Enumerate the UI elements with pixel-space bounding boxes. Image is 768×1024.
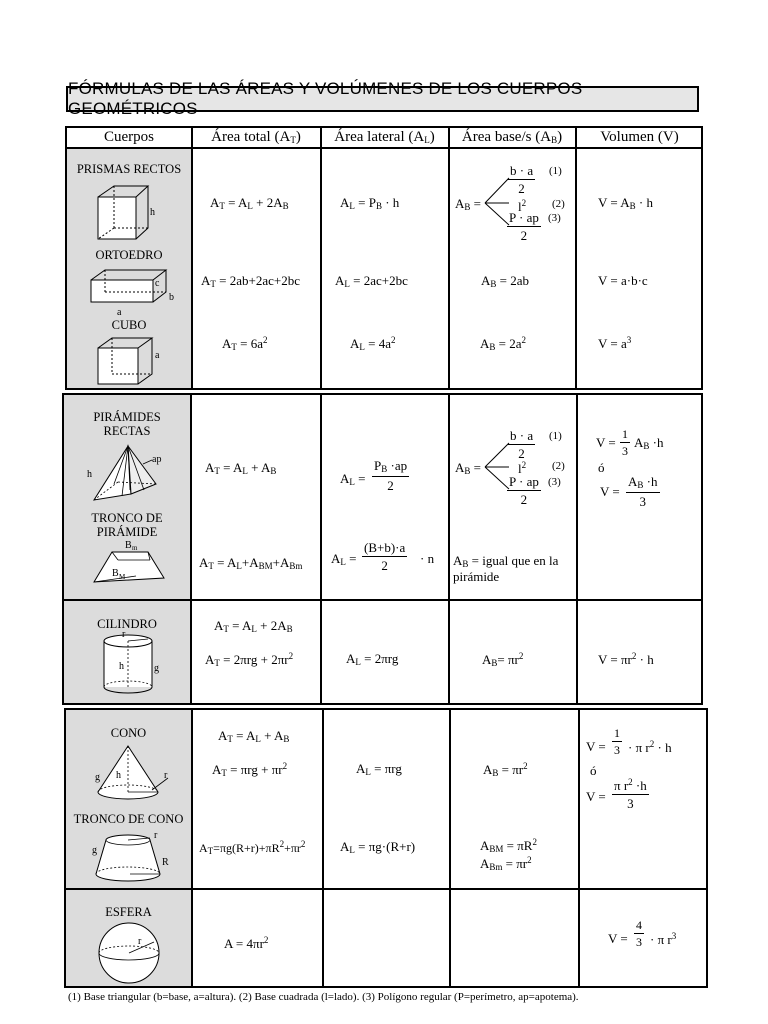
header-cuerpos: Cuerpos [104, 129, 154, 145]
piramide-volumen-1-label: V = [596, 435, 616, 450]
piramide-area-total: AT = AL + AB [205, 460, 277, 476]
piramide-base-label: AB = [455, 460, 481, 476]
svg-text:c: c [155, 278, 160, 289]
tronco-cono-area-base-1: ABM = $\pi R^2$ [480, 837, 537, 854]
note-2b: (2) [552, 460, 565, 472]
piramide-volumen-1-frac: $\frac{1}{3}$ [622, 427, 628, 458]
svg-text:h: h [150, 207, 155, 218]
cono-area-base: AB = $\pi r^2$ [483, 761, 528, 778]
header-volumen: Volumen (V) [600, 129, 679, 145]
svg-text:h: h [116, 770, 121, 781]
piramide-area-lateral-frac: $\frac{PB \cdot ap}{2}$ [374, 458, 408, 493]
label-tronco-piramide: TRONCO DE PIRÁMIDE [91, 511, 163, 540]
esfera-area: $A = 4\pi r^2$ [224, 935, 269, 951]
cubo-area-lateral: AL = $4a^2$ [350, 335, 396, 352]
svg-text:r: r [154, 830, 158, 841]
tronco-cono-area-total: $AT=\pi g(R+r)+\pi R^2+\pi r^2$ [199, 839, 306, 856]
tronco-piramide-figure [90, 538, 170, 586]
label-cilindro: CILINDRO [97, 617, 157, 631]
tronco-piramide-area-base-1: AB = igual que en la [453, 553, 559, 569]
header-area-lateral: Área lateral (AL) [334, 129, 435, 145]
prism-base-label: AB = [455, 196, 481, 212]
svg-text:r: r [164, 770, 168, 781]
cilindro-volumen: $V = \pi r^2 \cdot h$ [598, 651, 654, 667]
label-prismas-rectos: PRISMAS RECTOS [76, 162, 182, 176]
base-triangular-2: $\frac{b \cdot a}{2}$ [510, 428, 534, 461]
svg-text:B: B [112, 568, 119, 579]
tronco-piramide-area-base-2: pirámide [453, 569, 500, 584]
note-2: (2) [552, 198, 565, 210]
label-esfera: ESFERA [105, 905, 152, 919]
svg-text:M: M [119, 573, 126, 581]
o-word: ó [598, 460, 605, 475]
tronco-piramide-area-lateral-label: AL = [331, 551, 357, 567]
note-3: (3) [548, 212, 561, 224]
ortoedro-volumen: V = a·b·c [598, 273, 648, 288]
note-1b: (1) [549, 430, 562, 442]
cubo-area-base: AB = $2a^2$ [480, 335, 527, 352]
cono-area-lateral: AL = πrg [356, 761, 402, 777]
label-tronco-cono: TRONCO DE CONO [73, 812, 184, 826]
tronco-piramide-area-lateral-n: · n [420, 551, 435, 566]
header-area-total: Área total (AT) [211, 129, 301, 145]
esfera-volumen-rest: · π $r^3$ [650, 931, 677, 947]
page-title: FÓRMULAS DE LAS ÁREAS Y VOLÚMENES DE LOS CUERPOS GEOMÉTRICOS [66, 86, 699, 112]
cubo-volumen: $V = a^3$ [598, 335, 632, 351]
svg-text:b: b [169, 292, 174, 303]
svg-text:m: m [132, 544, 138, 552]
piramide-volumen-2-label: V = [600, 484, 620, 499]
base-cuadrada-2: $l^2$ [518, 460, 527, 476]
svg-text:B: B [125, 540, 132, 551]
svg-text:g: g [92, 845, 97, 856]
ortoedro-area-base: AB = 2ab [481, 273, 530, 289]
ortoedro-area-total: AT = 2ab+2ac+2bc [201, 273, 300, 289]
cono-volumen-1-rest: · π $r^2 \cdot h$ [628, 739, 672, 755]
label-cubo: CUBO [111, 318, 147, 332]
cubo-figure [96, 336, 166, 386]
cubo-area-total: AT = $6a^2$ [222, 335, 268, 352]
svg-text:R: R [162, 857, 169, 868]
base-poligono-2: $\frac{P \cdot ap}{2}$ [509, 474, 539, 507]
cono-area-total-2: AT = $\pi rg + \pi r^2$ [212, 761, 288, 778]
svg-text:a: a [155, 350, 160, 361]
ortoedro-area-lateral: AL = 2ac+2bc [335, 273, 408, 289]
base-cuadrada: $l^2$ [518, 198, 527, 214]
tronco-piramide-area-total: AT = AL+ABM+ABm [199, 555, 303, 571]
svg-text:ap: ap [152, 454, 162, 465]
tronco-cono-figure [90, 826, 180, 888]
prism-figure [94, 183, 154, 243]
cilindro-area-total-1: AT = AL + 2AB [214, 618, 293, 634]
svg-text:g: g [95, 772, 100, 783]
tronco-cono-area-lateral: AL = πg·(R+r) [340, 839, 416, 855]
header-area-base: Área base/s (AB) [461, 129, 563, 145]
svg-text:r: r [122, 629, 126, 640]
svg-text:g: g [154, 663, 159, 674]
piramide-volumen-2-frac: $\frac{AB \cdot h}{3}$ [628, 474, 658, 509]
prism-area-lateral: AL = PB · h [340, 195, 400, 211]
svg-text:r: r [138, 936, 142, 947]
pyramid-figure [86, 444, 176, 506]
svg-text:a: a [117, 307, 122, 318]
prism-area-total: AT = AL + 2AB [210, 195, 289, 211]
tronco-cono-area-base-2: ABm = $\pi r^2$ [480, 855, 532, 872]
ortoedro-figure [88, 268, 178, 318]
svg-text:h: h [119, 661, 124, 672]
piramide-volumen-1-rest: AB ·h [634, 435, 664, 451]
label-cono: CONO [110, 726, 147, 740]
piramide-area-lateral-label: AL = [340, 471, 366, 487]
cilindro-area-total-2: AT = $2\pi rg + 2\pi r^2$ [205, 651, 294, 668]
cono-volumen-2-label: V = [586, 789, 606, 804]
base-poligono: $\frac{P \cdot ap}{2}$ [509, 210, 539, 243]
esfera-figure [96, 920, 162, 986]
base-triangular: $\frac{b \cdot a}{2}$ [510, 163, 534, 196]
cilindro-area-base: $AB= \pi r^2$ [482, 651, 524, 668]
label-piramides: PIRÁMIDES RECTAS [93, 410, 161, 439]
esfera-volumen-frac: $\frac{4}{3}$ [636, 918, 642, 949]
esfera-volumen-label: V = [608, 931, 628, 946]
cono-volumen-2-frac: $\frac{\pi r^2 \cdot h}{3}$ [614, 777, 647, 811]
cono-figure [92, 744, 182, 802]
note-1: (1) [549, 165, 562, 177]
footnote: (1) Base triangular (b=base, a=altura). (2) Base cuadrada (l=lado). (3) Polígono regular (P=perímetro, ap=apotema). [68, 991, 579, 1003]
cono-area-total-1: AT = AL + AB [218, 728, 290, 744]
o-word-2: ó [590, 763, 597, 778]
note-3b: (3) [548, 476, 561, 488]
cono-volumen-1-label: V = [586, 739, 606, 754]
cono-volumen-1-frac: $\frac{1}{3}$ [614, 726, 620, 757]
tronco-piramide-area-lateral-frac: $\frac{(B+b)\cdot a}{2}$ [364, 540, 406, 573]
cilindro-area-lateral: AL = 2πrg [346, 651, 399, 667]
prism-volumen: V = AB · h [598, 195, 654, 211]
cilindro-figure [98, 629, 168, 695]
svg-text:h: h [87, 469, 92, 480]
label-ortoedro: ORTOEDRO [95, 248, 163, 262]
